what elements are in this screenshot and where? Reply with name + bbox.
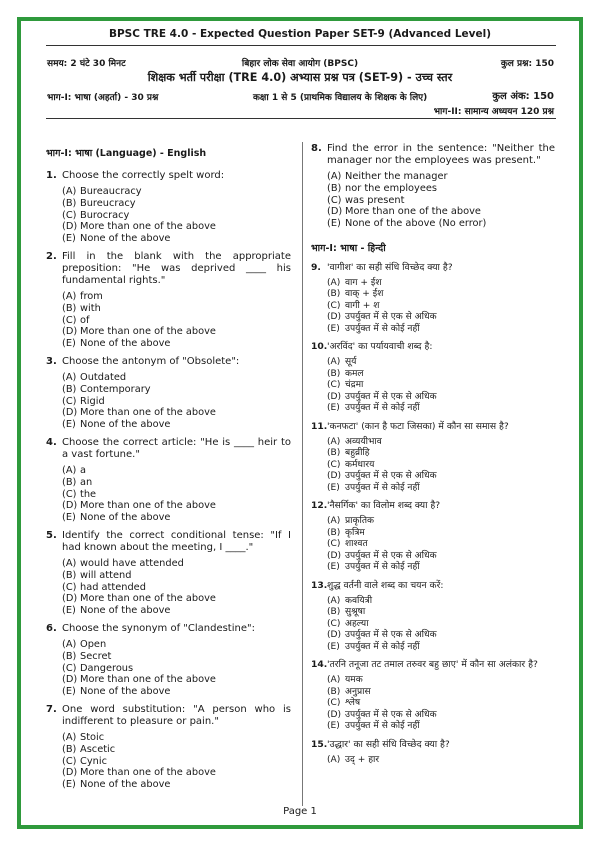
answer-option[interactable] [327,403,555,415]
answer-option[interactable] [327,471,555,483]
option-list [327,596,555,654]
answer-option[interactable] [327,171,555,183]
option-letter: (C) [62,488,77,500]
answer-option[interactable] [62,477,291,489]
option-list [327,278,555,336]
answer-option[interactable] [327,528,555,540]
option-letter: (B) [62,569,77,581]
option-text: had attended [80,581,146,593]
option-letter: (A) [327,277,341,288]
option-letter: (A) [327,436,341,447]
option-letter: (E) [62,338,76,350]
option-text: None of the above [80,686,171,698]
option-text: Dangerous [80,662,134,674]
answer-option[interactable] [62,744,291,756]
option-letter: (D) [62,593,78,605]
answer-option[interactable] [327,289,555,301]
answer-option[interactable] [327,195,555,207]
answer-option[interactable] [327,630,555,642]
option-letter: (B) [327,686,341,697]
option-text: प्राकृतिक [345,516,375,527]
option-list [327,171,555,230]
option-list [327,675,555,733]
question-block [311,739,555,767]
answer-option[interactable] [327,710,555,722]
question-text: 'नैसर्गिक' का विलोम शब्द क्या है? [327,500,441,512]
option-letter: (C) [327,300,341,311]
question-number: 6. [46,622,57,634]
question-block [46,170,291,245]
option-letter: (E) [327,218,341,230]
option-text: उपर्युक्त में से एक से अधिक [345,550,437,561]
option-text: उपर्युक्त में से कोई नहीं [345,482,420,493]
answer-option[interactable] [327,218,555,230]
option-text: उपर्युक्त में से एक से अधिक [345,471,437,482]
header-divider [46,118,556,119]
option-text: of [80,314,90,326]
option-letter: (D) [327,206,343,218]
part1-info: भाग-I: भाषा (अहर्ता) - 30 प्रश्न [47,93,159,103]
question-block [46,530,291,617]
option-letter: (D) [327,550,342,561]
option-letter: (A) [62,464,77,476]
question-text: 'उद्धार' का सही संधि विच्छेद क्या है? [327,738,450,750]
answer-option[interactable] [62,686,291,698]
section-heading-english: भाग-I: भाषा (Language) - English [46,148,207,159]
option-text: More than one of the above [80,221,216,233]
commission-name: बिहार लोक सेवा आयोग (BPSC) [241,59,359,69]
option-text: More than one of the above [80,500,216,512]
option-letter: (D) [327,709,342,720]
option-text: उपर्युक्त में से कोई नहीं [345,403,420,414]
option-letter: (B) [327,368,341,379]
option-text: would have attended [80,557,184,569]
option-letter: (B) [327,448,341,459]
answer-option[interactable] [327,539,555,551]
answer-option[interactable] [62,303,291,315]
option-letter: (D) [62,326,78,338]
answer-option[interactable] [62,512,291,524]
option-text: Outdated [80,371,127,383]
option-list [62,291,291,350]
option-letter: (C) [327,618,341,629]
option-text: nor the employees [345,182,437,194]
option-text: उपर्युक्त में से कोई नहीं [345,323,420,334]
option-text: वागी + श [345,300,380,311]
option-text: Neither the manager [345,171,448,182]
option-text: बहुव्रीहि [345,448,370,459]
question-list-english-cont [311,143,555,230]
answer-option[interactable] [62,663,291,675]
option-text: More than one of the above [345,206,481,218]
option-text: Cynic [80,755,107,767]
question-text: One word substitution: "A person who is indifferent to pleasure or pain." [62,703,291,727]
option-text: will attend [80,569,132,581]
option-text: More than one of the above [80,326,216,338]
question-number: 3. [46,355,57,367]
question-number: 12. [311,500,328,512]
answer-option[interactable] [327,596,555,608]
option-text: कर्मधारय [345,459,375,470]
question-number: 13. [311,579,328,591]
question-list-english [46,170,291,791]
option-letter: (B) [327,527,341,538]
option-text: उपर्युक्त में से कोई नहीं [345,721,420,732]
option-text: Contemporary [80,383,151,395]
option-letter: (E) [62,512,76,524]
answer-option[interactable] [327,607,555,619]
option-letter: (E) [62,605,76,617]
question-number: 14. [311,659,328,671]
option-text: More than one of the above [80,407,216,419]
option-list [62,465,291,524]
option-text: Bureaucracy [80,186,142,197]
option-text: from [80,290,103,302]
option-letter: (C) [327,539,341,550]
option-text: None of the above [80,779,171,791]
option-text: Burocracy [80,209,130,221]
question-text: 'वागीश' का सही संधि विच्छेद क्या है? [327,261,453,273]
option-list [62,639,291,698]
option-text: None of the above [80,233,171,245]
question-block [311,659,555,733]
option-letter: (D) [62,500,78,512]
option-letter: (C) [62,209,77,221]
answer-option[interactable] [62,651,291,663]
question-text: Identify the correct conditional tense: "If I had known about the meeting, I ____." [62,529,291,553]
option-list [327,516,555,574]
part2-info: भाग-II: सामान्य अध्ययन 120 प्रश्न [433,107,554,117]
option-letter: (B) [62,197,77,209]
option-text: More than one of the above [80,674,216,686]
answer-option[interactable] [327,642,555,654]
answer-option[interactable] [327,324,555,336]
option-text: यमक [345,675,363,686]
answer-option[interactable] [327,698,555,710]
option-letter: (D) [62,221,78,233]
option-text: उपर्युक्त में से एक से अधिक [345,312,437,323]
option-letter: (B) [327,182,342,194]
option-letter: (A) [62,638,77,650]
option-letter: (E) [327,641,340,652]
option-letter: (A) [327,595,341,606]
answer-option[interactable] [62,465,291,477]
answer-option[interactable] [62,570,291,582]
option-letter: (A) [62,371,77,383]
question-block [46,437,291,524]
question-block [46,356,291,431]
option-letter: (D) [62,767,78,779]
exam-title: शिक्षक भर्ती परीक्षा (TRE 4.0) अभ्यास प्रश्न पत्र (SET-9) - उच्च स्तर [147,71,453,84]
option-letter: (D) [327,471,342,482]
answer-option[interactable] [327,312,555,324]
question-text: Choose the correctly spelt word: [62,170,225,181]
option-text: सूर्य [345,357,357,368]
answer-option[interactable] [62,407,291,419]
page-number: Page 1 [283,806,317,817]
question-number: 5. [46,529,57,541]
answer-option[interactable] [327,392,555,404]
option-text: कमल [345,368,364,379]
answer-option[interactable] [62,186,291,198]
answer-option[interactable] [62,639,291,651]
option-text: शाश्वत [345,539,368,550]
option-text: वाग + ईश [345,277,382,288]
option-letter: (C) [327,698,341,709]
answer-option[interactable] [62,221,291,233]
answer-option[interactable] [62,605,291,617]
answer-option[interactable] [62,326,291,338]
option-text: Open [80,638,107,650]
question-block [311,500,555,574]
option-letter: (C) [62,314,77,326]
option-letter: (A) [327,171,342,182]
option-text: उपर्युक्त में से कोई नहीं [345,641,420,652]
option-text: उद् + हार [345,754,380,765]
answer-option[interactable] [327,369,555,381]
option-letter: (E) [62,419,76,431]
option-text: was present [345,194,405,206]
answer-option[interactable] [327,619,555,631]
section-heading-hindi: भाग-I: भाषा - हिन्दी [311,242,386,254]
option-text: अहल्या [345,618,369,629]
total-marks: कुल अंक: 150 [492,91,554,102]
option-letter: (D) [62,674,78,686]
option-letter: (C) [62,755,77,767]
option-letter: (D) [62,407,78,419]
option-letter: (E) [327,403,340,414]
question-block [46,704,291,791]
question-text: Choose the antonym of "Obsolete": [62,355,240,367]
option-text: Stoic [80,731,105,743]
option-letter: (E) [327,323,340,334]
option-text: कवयित्री [345,595,373,606]
option-letter: (C) [62,395,77,407]
answer-option[interactable] [327,551,555,563]
option-letter: (B) [62,383,77,395]
option-text: None of the above [80,512,171,524]
option-text: चंद्रमा [345,380,364,391]
option-letter: (A) [327,357,341,368]
answer-option[interactable] [62,315,291,327]
option-letter: (E) [327,562,340,573]
option-list [62,372,291,431]
answer-option[interactable] [62,732,291,744]
option-letter: (B) [327,289,341,300]
option-letter: (B) [327,607,341,618]
option-text: a [80,464,87,476]
option-list [62,558,291,617]
answer-option[interactable] [327,460,555,472]
option-list [62,186,291,245]
option-letter: (B) [62,650,77,662]
option-letter: (C) [62,662,77,674]
option-letter: (A) [327,516,341,527]
question-number: 1. [46,170,57,181]
question-text: शुद्ध वर्तनी वाले शब्द का चयन करें: [327,579,444,591]
option-letter: (D) [327,630,342,641]
option-letter: (D) [327,312,342,323]
option-letter: (B) [62,743,77,755]
answer-option[interactable] [62,593,291,605]
answer-option[interactable] [327,437,555,449]
question-text: Find the error in the sentence: "Neither the manager nor the employees was present." [327,143,555,166]
option-letter: (B) [62,476,77,488]
option-text: श्लेष [345,698,361,709]
answer-option[interactable] [327,448,555,460]
option-text: an [80,476,93,488]
question-number: 10. [311,341,328,353]
left-column [46,146,291,797]
answer-option[interactable] [62,489,291,501]
option-letter: (A) [62,557,77,569]
question-text: Choose the correct article: "He is ____ heir to a vast fortune." [62,436,291,460]
answer-option[interactable] [62,419,291,431]
answer-option[interactable] [62,558,291,570]
answer-option[interactable] [62,338,291,350]
question-block [46,251,291,350]
answer-option[interactable] [327,183,555,195]
option-text: उपर्युक्त में से एक से अधिक [345,630,437,641]
answer-option[interactable] [62,674,291,686]
question-block [311,262,555,336]
option-text: Ascetic [80,743,116,755]
option-letter: (E) [62,686,76,698]
answer-option[interactable] [327,755,555,767]
total-questions: कुल प्रश्न: 150 [500,59,554,69]
question-number: 8. [311,143,322,154]
question-text: Fill in the blank with the appropriate preposition: "He was deprived ____ his fundamental rights." [62,250,291,286]
right-column [311,143,555,772]
option-letter: (E) [62,779,76,791]
option-letter: (C) [327,194,342,206]
option-text: Secret [80,650,112,662]
question-text: Choose the synonym of "Clandestine": [62,622,255,634]
option-letter: (C) [327,459,341,470]
column-divider [302,142,303,806]
option-letter: (A) [62,731,77,743]
answer-option[interactable] [327,721,555,733]
option-text: उपर्युक्त में से एक से अधिक [345,391,437,402]
option-letter: (E) [327,482,340,493]
answer-option[interactable] [62,582,291,594]
option-letter: (A) [327,675,341,686]
title-divider [46,45,556,46]
paper-title: BPSC TRE 4.0 - Expected Question Paper SET-9 (Advanced Level) [108,28,491,40]
question-text: 'कनफटा' (कान है फटा जिसका) में कौन सा समास है? [327,420,509,432]
option-letter: (C) [62,581,77,593]
option-letter: (A) [327,754,341,765]
option-letter: (B) [62,302,77,314]
option-letter: (E) [327,721,340,732]
question-list-hindi [311,262,555,767]
answer-option[interactable] [62,291,291,303]
option-text: None of the above [80,338,171,350]
answer-option[interactable] [62,198,291,210]
question-number: 9. [311,261,321,273]
option-text: None of the above (No error) [345,218,487,230]
question-block [311,421,555,495]
option-text: सुश्रूषा [345,607,366,618]
option-letter: (E) [62,233,76,245]
question-block [311,580,555,654]
answer-option[interactable] [327,278,555,290]
option-text: the [80,488,97,500]
answer-option[interactable] [62,210,291,222]
answer-option[interactable] [327,380,555,392]
question-text: 'तरनि तनूजा तट तमाल तरुवर बहु छाए' में कौन सा अलंकार है? [327,659,538,671]
question-number: 2. [46,250,57,262]
question-number: 15. [311,738,328,750]
question-number: 7. [46,703,57,715]
answer-option[interactable] [327,562,555,574]
option-text: उपर्युक्त में से एक से अधिक [345,709,437,720]
answer-option[interactable] [62,779,291,791]
answer-option[interactable] [327,516,555,528]
option-text: कृत्रिम [345,527,365,538]
option-text: अव्ययीभाव [345,436,382,447]
option-letter: (A) [62,290,77,302]
option-list [327,437,555,495]
answer-option[interactable] [62,756,291,768]
answer-option[interactable] [62,500,291,512]
option-list [327,755,555,767]
question-number: 4. [46,436,57,448]
question-block [46,623,291,698]
option-list [327,357,555,415]
option-letter: (C) [327,380,341,391]
answer-option[interactable] [327,687,555,699]
question-block [311,143,555,230]
option-list [62,732,291,791]
answer-option[interactable] [327,675,555,687]
option-text: अनुप्रास [345,686,371,697]
question-text: 'अरविंद' का पर्यायवाची शब्द है: [327,341,433,353]
option-text: Bureucracy [80,197,136,209]
answer-option[interactable] [327,206,555,218]
question-block [311,341,555,415]
answer-option[interactable] [62,396,291,408]
class-info: कक्षा 1 से 5 (प्राथमिक विद्यालय के शिक्षक के लिए) [253,93,428,103]
question-number: 11. [311,420,328,432]
answer-option[interactable] [62,233,291,245]
option-letter: (A) [62,186,77,197]
option-text: More than one of the above [80,593,216,605]
option-text: उपर्युक्त में से कोई नहीं [345,562,420,573]
exam-time: समय: 2 घंटे 30 मिनट [47,59,126,69]
answer-option[interactable] [62,372,291,384]
option-text: Rigid [80,395,105,407]
option-text: with [80,302,101,314]
option-text: None of the above [80,419,171,431]
option-text: वाक् + ईश [345,289,384,300]
answer-option[interactable] [327,301,555,313]
answer-option[interactable] [327,357,555,369]
option-letter: (D) [327,391,342,402]
answer-option[interactable] [327,483,555,495]
answer-option[interactable] [62,767,291,779]
answer-option[interactable] [62,384,291,396]
option-text: None of the above [80,605,171,617]
option-text: More than one of the above [80,767,216,779]
